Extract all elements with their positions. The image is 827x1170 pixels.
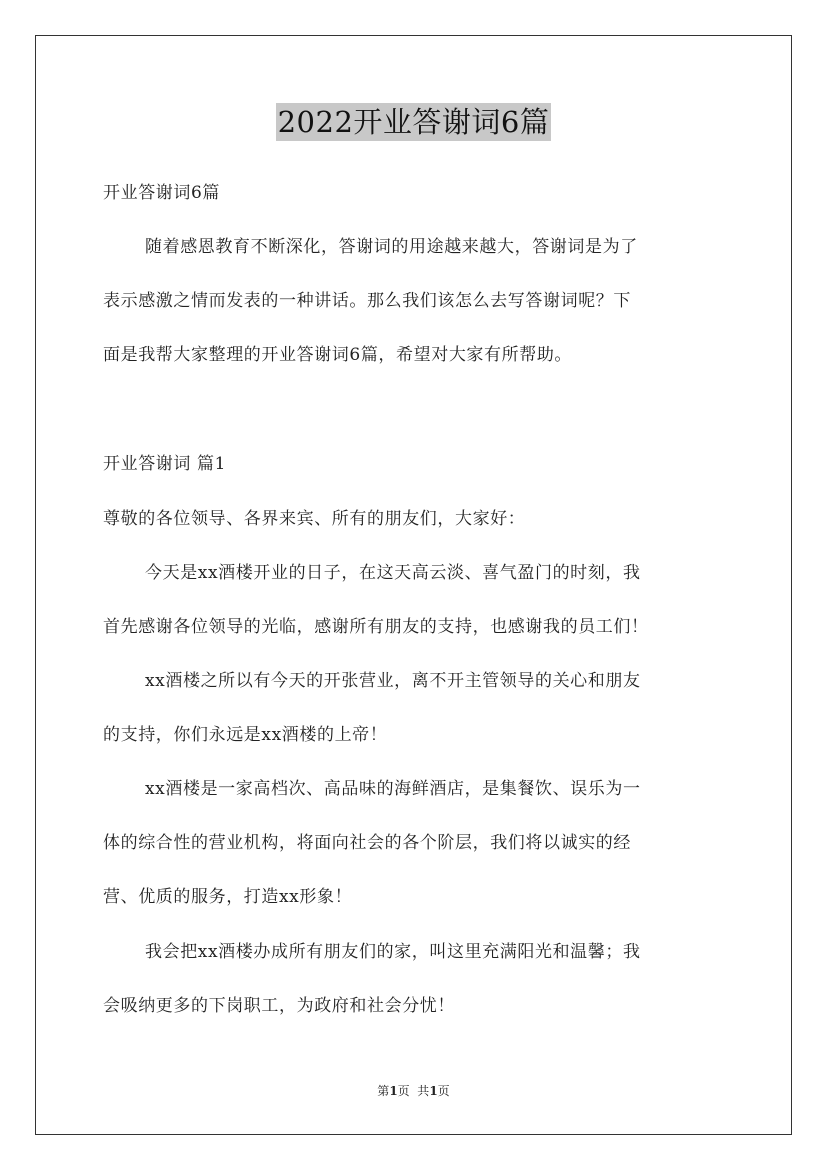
section-heading: 开业答谢词 篇1 bbox=[103, 454, 227, 474]
page-label-suffix: 页 bbox=[437, 1084, 450, 1098]
paragraph-line: 会吸纳更多的下岗职工，为政府和社会分忧！ bbox=[103, 996, 455, 1016]
subtitle-line: 开业答谢词6篇 bbox=[103, 183, 221, 203]
paragraph-line: 营、优质的服务，打造xx形象！ bbox=[103, 887, 353, 907]
paragraph-line: 面是我帮大家整理的开业答谢词6篇，希望对大家有所帮助。 bbox=[103, 345, 573, 365]
paragraph-line: 随着感恩教育不断深化，答谢词的用途越来越大，答谢词是为了 bbox=[145, 237, 638, 257]
paragraph-line: 我会把xx酒楼办成所有朋友们的家，叫这里充满阳光和温馨；我 bbox=[145, 942, 641, 962]
title-container bbox=[0, 103, 827, 141]
salutation-line: 尊敬的各位领导、各界来宾、所有的朋友们，大家好： bbox=[103, 509, 526, 529]
paragraph-line: 的支持，你们永远是xx酒楼的上帝！ bbox=[103, 725, 388, 745]
paragraph-line: 体的综合性的营业机构，将面向社会的各个阶层，我们将以诚实的经 bbox=[103, 833, 631, 853]
document-title: 2022开业答谢词6篇 bbox=[277, 105, 550, 139]
page-current-number: 1 bbox=[389, 1084, 398, 1098]
paragraph-line: xx酒楼是一家高档次、高品味的海鲜酒店，是集餐饮、误乐为一 bbox=[145, 779, 641, 799]
paragraph-line: xx酒楼之所以有今天的开张营业，离不开主管领导的关心和朋友 bbox=[145, 671, 641, 691]
page-label-prefix: 第 bbox=[377, 1084, 390, 1098]
paragraph-line: 首先感谢各位领导的光临，感谢所有朋友的支持，也感谢我的员工们！ bbox=[103, 617, 649, 637]
paragraph-line: 今天是xx酒楼开业的日子，在这天高云淡、喜气盈门的时刻，我 bbox=[145, 563, 641, 583]
page-total-number: 1 bbox=[429, 1084, 438, 1098]
paragraph-line: 表示感激之情而发表的一种讲话。那么我们该怎么去写答谢词呢？下 bbox=[103, 291, 631, 311]
page-label-mid: 页 共 bbox=[397, 1084, 430, 1098]
page-footer bbox=[0, 1083, 827, 1099]
